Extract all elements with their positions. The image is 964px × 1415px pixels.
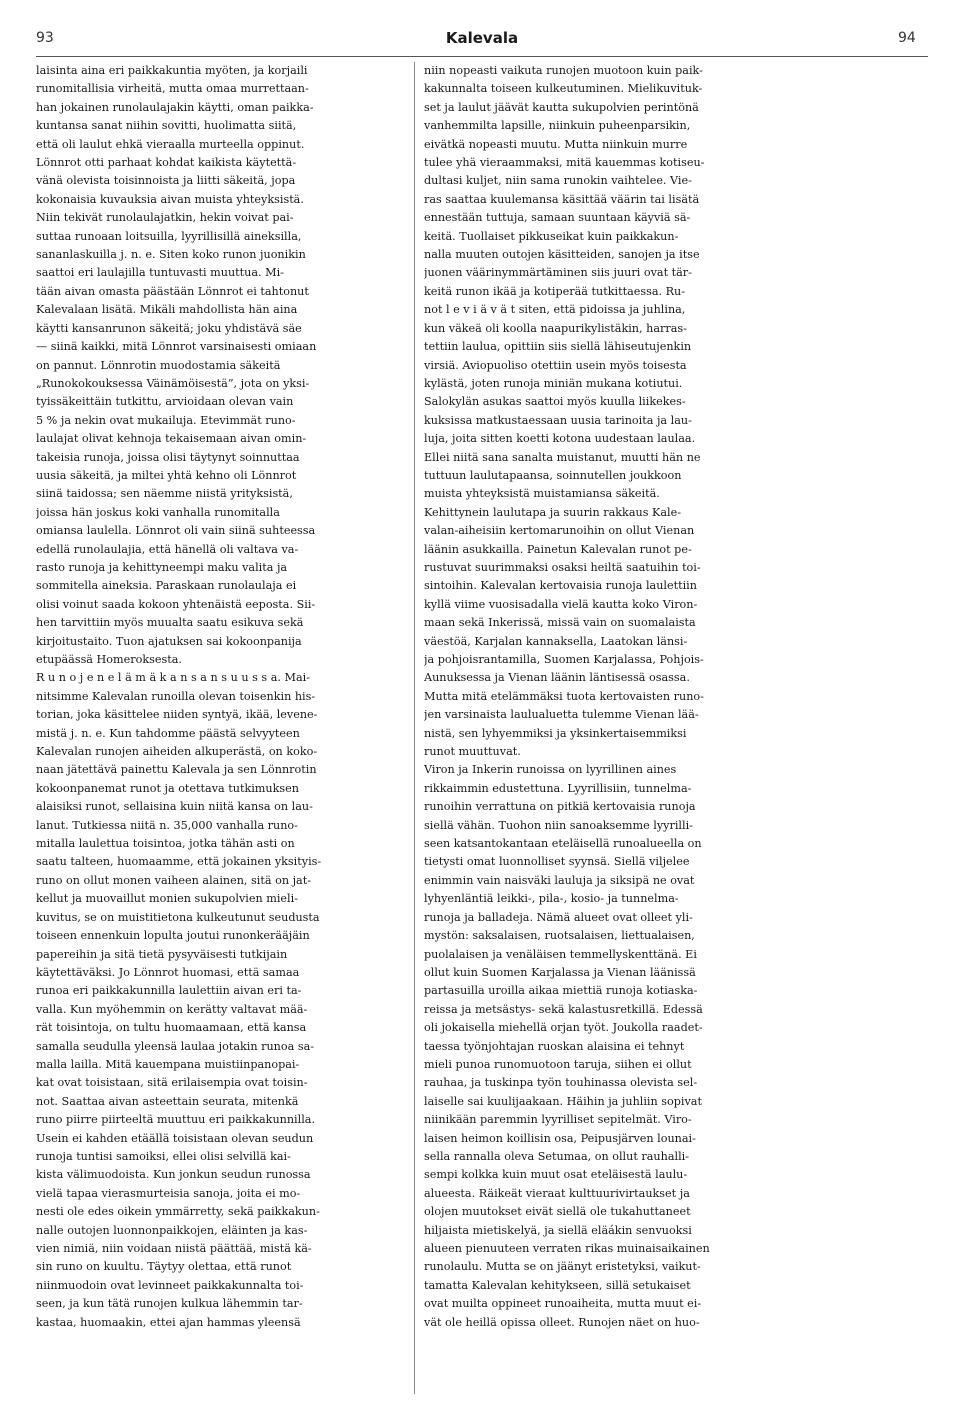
text-line: laisen heimon koillisin osa, Peipusjärven lounai-	[424, 1131, 696, 1145]
text-column-left	[36, 62, 418, 1332]
text-line: vänä olevista toisinnoista ja liitti säkeitä, jopa	[36, 174, 296, 188]
text-line: olisi voinut saada kokoon yhtenäistä eeposta. Sii-	[36, 597, 316, 611]
text-line: naan jätettävä painettu Kalevala ja sen Lönnrotin	[36, 763, 317, 777]
text-line: laisinta aina eri paikkakuntia myöten, ja korjaili	[36, 64, 308, 77]
text-line: mitalla laulettua toisintoa, jotka tähän asti on	[36, 837, 295, 851]
text-line: nalla muuten outojen käsitteiden, sanojen ja itse	[424, 248, 700, 262]
text-line: mystön: saksalaisen, ruotsalaisen, liettualaisen,	[424, 929, 695, 943]
text-line: kirjoitustaito. Tuon ajatuksen sai kokoonpanija	[36, 634, 302, 648]
text-line: papereihin ja sitä tietä pysyväisesti tutkijain	[36, 947, 288, 961]
text-line: ja pohjoisrantamilla, Suomen Karjalassa, Pohjois-	[424, 653, 704, 666]
page-number-right: 94	[898, 30, 916, 46]
text-line: keitä runon ikää ja kotiperää tutkittaessa. Ru-	[424, 284, 686, 298]
text-line: alueesta. Räikeät vieraat kulttuurivirtaukset ja	[424, 1186, 690, 1200]
text-line: tyissäkeittäin tutkittu, arvioidaan olevan vain	[36, 395, 294, 409]
text-line: sempi kolkka kuin muut osat eteläisestä laulu-	[424, 1168, 688, 1182]
text-line: keitä. Tuollaiset pikkuseikat kuin paikkakun-	[424, 229, 679, 243]
text-line: olojen muutokset eivät siellä ole tukahuttaneet	[424, 1205, 691, 1219]
text-line: lanut. Tutkiessa niitä n. 35,000 vanhalla runo-	[36, 818, 298, 832]
text-line: rikkaimmin edustettuna. Lyyrillisiin, tunnelma-	[424, 781, 692, 795]
text-line: saatu talteen, huomaamme, että jokainen yksityis-	[36, 855, 322, 869]
text-line: vien nimiä, niin voidaan niistä päättää, mistä kä-	[36, 1242, 312, 1255]
text-line: niinikään paremmin lyyrilliset sepitelmät. Viro-	[424, 1113, 692, 1127]
text-line: Lönnrot otti parhaat kohdat kaikista käytettä-	[36, 156, 297, 170]
text-line: kuksissa matkustaessaan uusia tarinoita ja lau-	[424, 413, 692, 427]
text-line: siinä taidossa; sen näemme niistä yrityksistä,	[36, 487, 293, 501]
text-line: rät toisintoja, on tultu huomaamaan, että kansa	[36, 1021, 307, 1035]
text-line: Aunuksessa ja Vienan läänin läntisessä osassa.	[424, 671, 690, 685]
text-line: virsiä. Aviopuoliso otettiin usein myös toisesta	[424, 358, 687, 372]
text-line: ovat muilta oppineet runoaiheita, mutta muut ei-	[424, 1297, 702, 1311]
header-rule	[36, 56, 928, 57]
text-line: nesti ole edes oikein ymmärretty, sekä paikkakun-	[36, 1205, 320, 1219]
text-line: runoa eri paikkakunnilla laulettiin aivan eri ta-	[36, 984, 302, 998]
text-line: sella rannalla oleva Setumaa, on ollut rauhalli-	[424, 1149, 690, 1163]
text-line: Usein ei kahden etäällä toisistaan olevan seudun	[36, 1131, 314, 1145]
text-line: Mutta mitä etelämmäksi tuota kertovaisten runo-	[424, 689, 704, 703]
text-line: set ja laulut jäävät kautta sukupolvien perintönä	[424, 100, 699, 114]
text-line: kellut ja muovaillut monien sukupolvien mieli-	[36, 892, 298, 906]
page-number-left: 93	[36, 30, 54, 46]
text-line: omiansa laulella. Lönnrot oli vain siinä suhteessa	[36, 524, 316, 538]
text-line: runoihin verrattuna on pitkiä kertovaisia runoja	[424, 800, 696, 814]
text-line: hen tarvittiin myös muualta saatu esikuva sekä	[36, 616, 304, 630]
text-line: edellä runolaulajia, että hänellä oli valtava va-	[36, 542, 299, 556]
text-line: laulajat olivat kehnoja tekaisemaan aivan omin-	[36, 432, 307, 446]
text-line: laiselle sai kuulijaakaan. Häihin ja juhliin sopivat	[424, 1094, 702, 1108]
text-line: kokonaisia kuvauksia aivan muista yhteyksistä.	[36, 192, 304, 206]
text-line: samalla seudulla yleensä laulaa jotakin runoa sa-	[36, 1039, 315, 1053]
text-line: joissa hän joskus koki vanhalla runomitalla	[36, 505, 280, 519]
text-line: nitsimme Kalevalan runoilla olevan toisenkin his-	[36, 689, 316, 703]
text-line: käytettäväksi. Jo Lönnrot huomasi, että samaa	[36, 965, 300, 979]
text-line: Kehittynein laulutapa ja suurin rakkaus Kale-	[424, 505, 682, 519]
text-line: not. Saattaa aivan asteettain seurata, mitenkä	[36, 1094, 299, 1108]
text-line: kokoonpanemat runot ja otettava tutkimuksen	[36, 781, 299, 795]
text-line: läänin asukkailla. Painetun Kalevalan runot pe-	[424, 542, 692, 556]
text-line: juonen väärinymmärtäminen siis juuri ovat tär-	[424, 266, 692, 280]
text-line: valan-aiheisiin kertomarunoihin on ollut Vienan	[424, 524, 695, 538]
text-line: Kalevalaan lisätä. Mikäli mahdollista hän aina	[36, 303, 298, 317]
text-line: alaisiksi runot, sellaisina kuin niitä kansa on lau-	[36, 800, 313, 814]
text-line: kun väkeä oli koolla naapurikylistäkin, harras-	[424, 321, 687, 335]
text-line: luja, joita sitten koetti kotona uudestaan laulaa.	[424, 432, 696, 446]
text-line: eivätkä nopeasti muutu. Mutta niinkuin murre	[424, 137, 688, 151]
text-line: nalle outojen luonnonpaikkojen, eläinten ja kas-	[36, 1223, 308, 1237]
text-line: sananlaskuilla j. n. e. Siten koko runon juonikin	[36, 248, 306, 262]
text-line: enimmin vain naisväki lauluja ja siksipä ne ovat	[424, 873, 695, 887]
text-line: niinmuodoin ovat levinneet paikkakunnalta toi-	[36, 1278, 304, 1292]
text-line: „Runokokouksessa Väinämöisestä”, jota on yksi-	[36, 376, 310, 390]
text-line: takeisia runoja, joissa olisi täytynyt soinnuttaa	[36, 450, 300, 464]
text-line: runoja tuntisi samoiksi, ellei olisi selvillä kai-	[36, 1149, 291, 1163]
text-line: kylästä, joten runoja miniän mukana kotiutui.	[424, 376, 683, 390]
text-line: vielä tapaa vierasmurteisia sanoja, joita ei mo-	[36, 1186, 301, 1200]
text-line: Salokylän asukas saattoi myös kuulla liikekes-	[424, 395, 686, 409]
text-line: siellä vähän. Tuohon niin sanoaksemme lyyrilli-	[424, 818, 693, 832]
text-column-right	[424, 62, 806, 1332]
text-line: — siinä kaikki, mitä Lönnrot varsinaisesti omiaan	[36, 340, 317, 354]
text-line: malla lailla. Mitä kauempana muistiinpanopai-	[36, 1057, 300, 1071]
text-line: kista välimuodoista. Kun jonkun seudun runossa	[36, 1168, 311, 1182]
text-line: lyhyenläntiä leikki-, pila-, kosio- ja tunnelma-	[424, 892, 679, 906]
text-line: mieli punoa runomuotoon taruja, siihen ei ollut	[424, 1057, 692, 1071]
text-line: seen katsantokantaan eteläisellä runoalueella on	[424, 837, 702, 851]
text-line: dultasi kuljet, niin sama runokin vaihtelee. Vie-	[424, 174, 692, 188]
text-line: käytti kansanrunon säkeitä; joku yhdistävä säe	[36, 321, 302, 335]
text-line: kat ovat toisistaan, sitä erilaisempia ovat toisin-	[36, 1076, 308, 1090]
text-line: tulee yhä vieraammaksi, mitä kauemmas kotiseu-	[424, 156, 705, 170]
text-line: Niin tekivät runolaulajatkin, hekin voivat pai-	[36, 211, 294, 225]
text-line: ras saattaa kuulemansa käsittää väärin tai lisätä	[424, 192, 700, 206]
text-line: mistä j. n. e. Kun tahdomme päästä selvyyteen	[36, 726, 300, 740]
text-line: torian, joka käsittelee niiden syntyä, ikää, levene-	[36, 708, 318, 722]
text-line: tään aivan omasta päästään Lönnrot ei tahtonut	[36, 284, 309, 298]
text-line: partasuilla uroilla aikaa miettiä runoja kotiaska-	[424, 984, 698, 998]
text-line: R u n o j e n e l ä m ä k a n s a n s u u s s a. Mai-	[36, 671, 310, 685]
text-line: alueen pienuuteen verraten rikas muinaisaikainen	[424, 1242, 710, 1255]
text-line: runo on ollut monen vaiheen alainen, sitä on jat-	[36, 873, 311, 887]
text-line: on pannut. Lönnrotin muodostamia säkeitä	[36, 358, 281, 372]
text-line: maan sekä Inkerissä, missä vain on suomalaista	[424, 616, 696, 630]
text-line: jen varsinaista laulualuetta tulemme Vienan lää-	[424, 708, 699, 722]
text-line: puolalaisen ja venäläisen temmellyskenttänä. Ei	[424, 947, 697, 961]
text-line: väestöä, Karjalan kannaksella, Laatokan länsi-	[424, 634, 688, 648]
text-line: han jokainen runolaulajakin käytti, oman paikka-	[36, 100, 314, 114]
text-line: kuntansa sanat niihin sovitti, huolimatta siitä,	[36, 119, 297, 133]
text-line: rauhaa, ja tuskinpa työn touhinassa olevista sel-	[424, 1076, 698, 1090]
text-line: taessa työnjohtajan ruoskan alaisina ei tehnyt	[424, 1039, 685, 1053]
text-line: sintoihin. Kalevalan kertovaisia runoja laulettiin	[424, 579, 697, 593]
text-line: hiljaista mietiskelyä, ja siellä eläákin senvuoksi	[424, 1223, 692, 1237]
text-line: reissa ja metsästys- sekä kalastusretkillä. Edessä	[424, 1002, 703, 1016]
text-line: oli jokaisella miehellä orjan työt. Joukolla raadet-	[424, 1021, 703, 1035]
text-line: valla. Kun myöhemmin on kerätty valtavat mää-	[36, 1002, 308, 1016]
text-line: uusia säkeitä, ja miltei yhtä kehno oli Lönnrot	[36, 468, 297, 482]
text-line: muista yhteyksistä muistamiansa säkeitä.	[424, 487, 660, 501]
text-line: sin runo on kuultu. Täytyy olettaa, että runot	[36, 1260, 292, 1274]
text-line: Ellei niitä sana sanalta muistanut, muutti hän ne	[424, 450, 701, 464]
text-line: kyllä viime vuosisadalla vielä kautta koko Viron-	[424, 597, 698, 611]
text-line: runo piirre piirteeltä muuttuu eri paikkakunnilla.	[36, 1113, 316, 1127]
text-line: Kalevalan runojen aiheiden alkuperästä, on koko-	[36, 745, 318, 759]
text-line: tuttuun laulutapaansa, soinnutellen joukkoon	[424, 468, 682, 482]
text-line: niin nopeasti vaikuta runojen muotoon kuin paik-	[424, 64, 703, 77]
text-line: saattoi eri laulajilla tuntuvasti muuttua. Mi-	[36, 266, 284, 280]
text-line: nistä, sen lyhyemmiksi ja yksinkertaisemmiksi	[424, 726, 687, 740]
text-line: runolaulu. Mutta se on jäänyt eristetyksi, vaikut-	[424, 1260, 701, 1274]
page-header	[0, 0, 964, 58]
text-line: vanhemmilta lapsille, niinkuin puheenparsikin,	[424, 119, 691, 133]
text-line: tietysti omat luonnolliset syynsä. Siellä viljelee	[424, 855, 690, 869]
text-line: kakunnalta toiseen kulkeutuminen. Mielikuvituk-	[424, 82, 703, 96]
text-line: runot muuttuvat.	[424, 745, 521, 759]
text-line: kastaa, huomaakin, ettei ajan hammas yleensä	[36, 1315, 301, 1329]
text-line: että oli laulut ehkä vieraalla murteella oppinut.	[36, 137, 305, 151]
text-line: runoja ja balladeja. Nämä alueet ovat olleet yli-	[424, 910, 693, 924]
text-line: sommitella aineksia. Paraskaan runolaulaja ei	[36, 579, 297, 593]
text-line: not l e v i ä v ä t siten, että pidoissa ja juhlina,	[424, 303, 686, 317]
text-line: tamatta Kalevalan kehitykseen, sillä setukaiset	[424, 1278, 691, 1292]
text-line: runomitallisia virheitä, mutta omaa murrettaan-	[36, 82, 309, 96]
text-line: ollut kuin Suomen Karjalassa ja Vienan läänissä	[424, 965, 696, 979]
text-line: rasto runoja ja kehittyneempi maku valita ja	[36, 560, 288, 574]
text-line: kuvitus, se on muistitietona kulkeutunut seudusta	[36, 910, 320, 924]
running-title: Kalevala	[445, 29, 519, 47]
text-line: suttaa runoaan loitsuilla, lyyrillisillä aineksilla,	[36, 229, 302, 243]
text-line: 5 % ja nekin ovat mukailuja. Etevimmät runo-	[36, 413, 296, 427]
text-line: seen, ja kun tätä runojen kulkua lähemmin tar-	[36, 1297, 303, 1311]
column-divider	[414, 62, 415, 1394]
text-line: ennestään tuttuja, samaan suuntaan käyviä sä-	[424, 211, 691, 225]
text-line: etupäässä Homeroksesta.	[36, 653, 182, 666]
text-line: toiseen ennenkuin lopulta joutui runonkerääjäin	[36, 929, 310, 943]
text-line: rustuvat suurimmaksi osaksi heiltä saatuihin toi-	[424, 560, 701, 574]
text-line: Viron ja Inkerin runoissa on lyyrillinen aines	[424, 763, 677, 777]
text-line: tettiin laulua, opittiin siis siellä lähiseutujenkin	[424, 340, 692, 354]
text-line: vät ole heillä opissa olleet. Runojen näet on huo-	[424, 1315, 700, 1329]
